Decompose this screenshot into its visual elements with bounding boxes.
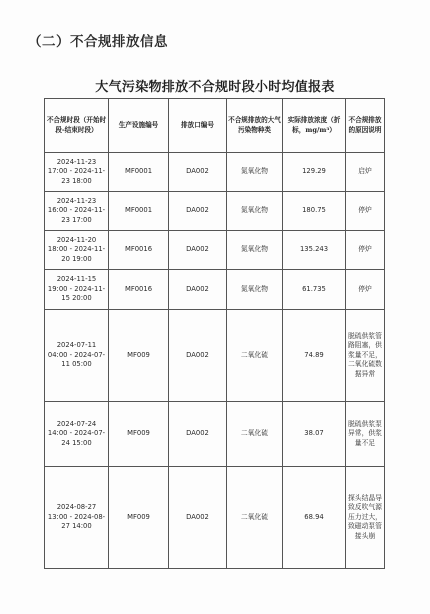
reason-cell: 探头结晶导致反吹气源压力过大，致磁动泵管接头崩: [346, 467, 385, 569]
reason-cell: 脱硫供浆管路阻塞，供浆量不足，二氧化硫数据异常: [346, 310, 385, 402]
table-title: 大气污染物排放不合规时段小时均值报表: [95, 80, 335, 95]
concentration-cell: 74.89: [283, 310, 346, 402]
table-row: [45, 153, 385, 192]
outlet-cell: DA002: [169, 270, 227, 310]
reason-cell: 启炉: [346, 153, 385, 192]
column-header-facility: 生产设施编号: [109, 99, 169, 153]
facility-cell: MF0001: [109, 192, 169, 231]
table-row: [45, 310, 385, 402]
period-cell: 2024-07-24 14:00 - 2024-07-24 15:00: [45, 402, 109, 467]
section-heading: （二）不合规排放信息: [28, 34, 168, 50]
pollutant-cell: 二氧化硫: [227, 402, 283, 467]
pollutant-cell: 二氧化硫: [227, 467, 283, 569]
reason-cell: 脱硫供浆泵异常，供浆量不足: [346, 402, 385, 467]
pollutant-cell: 氮氧化物: [227, 231, 283, 270]
column-header-concentration: 实际排放浓度（折标，mg/m³）: [283, 99, 346, 153]
facility-cell: MF0016: [109, 270, 169, 310]
column-header-outlet: 排放口编号: [169, 99, 227, 153]
facility-cell: MF009: [109, 402, 169, 467]
pollutant-cell: 二氧化硫: [227, 310, 283, 402]
noncompliance-table: [44, 98, 385, 569]
outlet-cell: DA002: [169, 310, 227, 402]
pollutant-cell: 氮氧化物: [227, 153, 283, 192]
table-row: [45, 231, 385, 270]
concentration-cell: 68.94: [283, 467, 346, 569]
period-cell: 2024-11-15 19:00 - 2024-11-15 20:00: [45, 270, 109, 310]
reason-cell: 停炉: [346, 192, 385, 231]
period-cell: 2024-11-23 17:00 - 2024-11-23 18:00: [45, 153, 109, 192]
concentration-cell: 129.29: [283, 153, 346, 192]
concentration-cell: 180.75: [283, 192, 346, 231]
period-cell: 2024-08-27 13:00 - 2024-08-27 14:00: [45, 467, 109, 569]
reason-cell: 停炉: [346, 231, 385, 270]
column-header-reason: 不合规排放的原因说明: [346, 99, 385, 153]
outlet-cell: DA002: [169, 402, 227, 467]
header-row: [45, 99, 385, 153]
facility-cell: MF009: [109, 310, 169, 402]
concentration-cell: 61.735: [283, 270, 346, 310]
column-header-period: 不合规时段（开始时段-结束时段）: [45, 99, 109, 153]
outlet-cell: DA002: [169, 192, 227, 231]
table-row: [45, 467, 385, 569]
table-row: [45, 192, 385, 231]
pollutant-cell: 氮氧化物: [227, 192, 283, 231]
facility-cell: MF0001: [109, 153, 169, 192]
period-cell: 2024-11-20 18:00 - 2024-11-20 19:00: [45, 231, 109, 270]
pollutant-cell: 氮氧化物: [227, 270, 283, 310]
outlet-cell: DA002: [169, 231, 227, 270]
concentration-cell: 135.243: [283, 231, 346, 270]
facility-cell: MF0016: [109, 231, 169, 270]
reason-cell: 停炉: [346, 270, 385, 310]
period-cell: 2024-07-11 04:00 - 2024-07-11 05:00: [45, 310, 109, 402]
table-row: [45, 270, 385, 310]
column-header-pollutant: 不合规排放的大气污染物种类: [227, 99, 283, 153]
facility-cell: MF009: [109, 467, 169, 569]
period-cell: 2024-11-23 16:00 - 2024-11-23 17:00: [45, 192, 109, 231]
concentration-cell: 38.07: [283, 402, 346, 467]
table-row: [45, 402, 385, 467]
outlet-cell: DA002: [169, 467, 227, 569]
outlet-cell: DA002: [169, 153, 227, 192]
